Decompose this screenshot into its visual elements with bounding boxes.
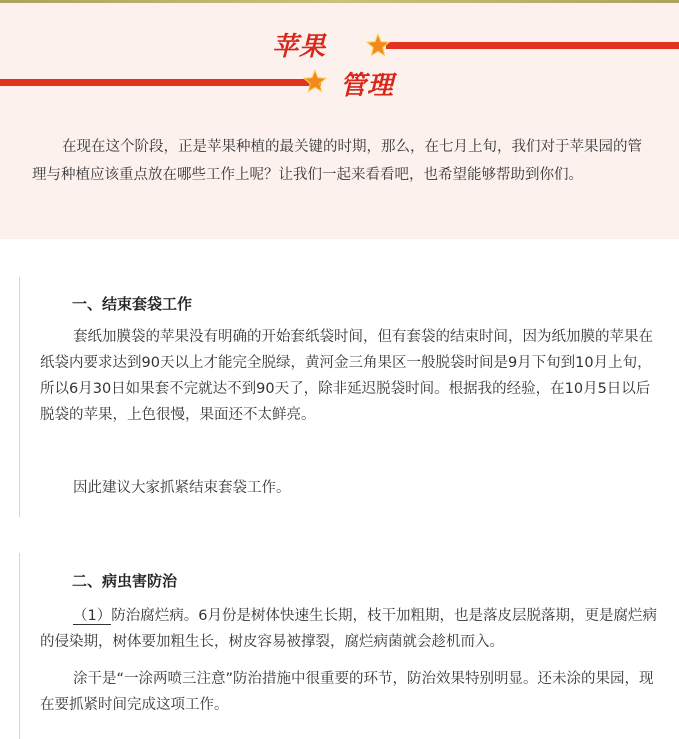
title-bar-bottom [0,79,321,86]
header-banner [0,3,679,239]
section-heading: 一、结束套袋工作 [72,295,193,313]
section-heading: 二、病虫害防治 [72,572,178,590]
item-text: 防治腐烂病。6月份是树体快速生长期，枝干加粗期，也是落皮层脱落期，更是腐烂病的侵染期，树体要加粗生长，树皮容易被撑裂，腐烂病菌就会趁机而入。 [40,608,657,650]
star-icon [366,33,390,57]
section-paragraph: 因此建议大家抓紧结束套袋工作。 [73,480,291,496]
section-pest-control [19,553,679,739]
title-part-1: 苹果 [272,32,327,62]
intro-paragraph: 在现在这个阶段，正是苹果种植的最关键的时期，那么，在七月上旬，我们对于苹果园的管理与种植应该重点放在哪些工作上呢？让我们一起来看看吧，也希望能够帮助到你们。 [32,139,642,183]
section-paragraph: 套纸加膜袋的苹果没有明确的开始套纸袋时间，但有套袋的结束时间，因为纸加膜的苹果在纸袋内要求达到90天以上才能完全脱绿，黄河金三角果区一般脱袋时间是9月下旬到10月上旬，所以6月30日如果套不完就达不到90天了，除非延迟脱袋时间。根据我的经验，在10月5日以后脱袋的苹果，上色很慢，果面还不太鲜亮。 [40,329,653,423]
item-number: （1） [73,608,112,624]
section-paragraph: 涂干是“一涂两喷三注意”防治措施中很重要的环节，防治效果特别明显。还未涂的果园，现在要抓紧时间完成这项工作。 [40,671,654,713]
section-end-bagging [19,277,679,517]
section-paragraph [40,603,664,655]
star-icon [303,69,327,93]
title-part-2: 管理 [340,71,395,101]
title-bar-top [386,42,679,49]
